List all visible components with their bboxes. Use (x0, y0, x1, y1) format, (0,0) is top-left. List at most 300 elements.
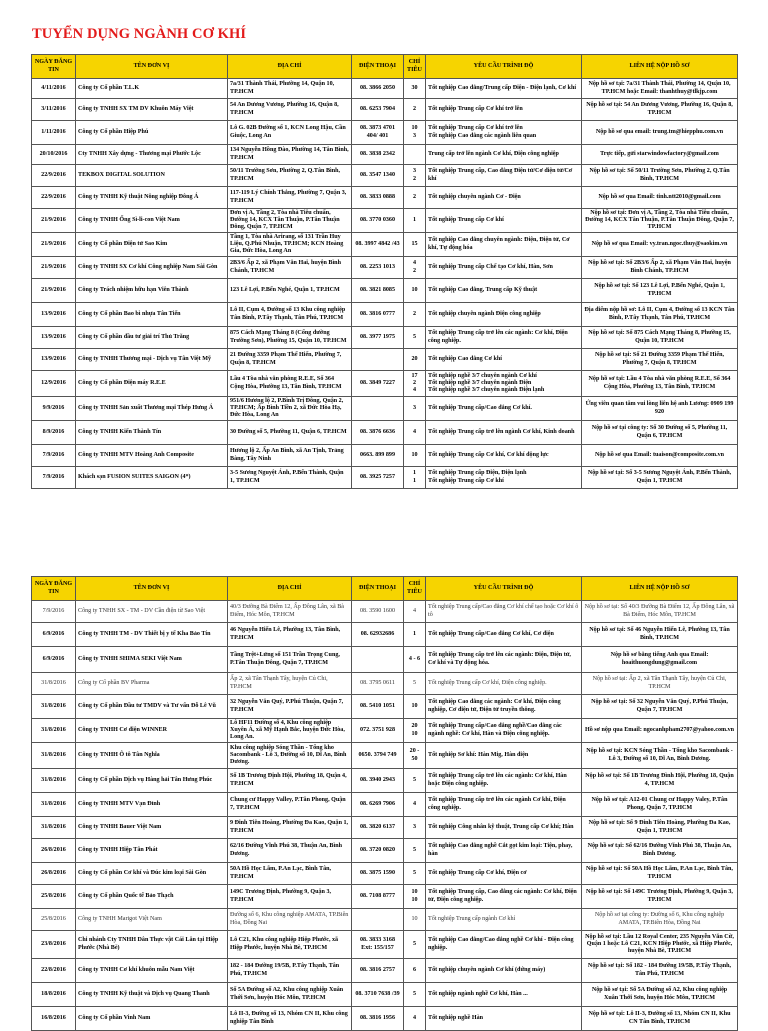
cell-company: Công ty TNHH MTV Hoàng Anh Composite (76, 445, 228, 467)
cell-phone: 072. 3751 928 (352, 719, 404, 743)
table-row (32, 121, 738, 145)
cell-quota: 4 (404, 793, 426, 817)
cell-address: 3-5 Sương Nguyệt Ánh, P.Bến Thành, Quận 1, TP.HCM (228, 467, 352, 489)
header-quota: CHỈ TIÊU (404, 577, 426, 601)
cell-requirement: Tốt nghiệp Cao đẳng/Cao đẳng nghề Cơ khí - Điện công nghiệp. (426, 931, 582, 959)
table-body-2 (32, 601, 738, 1031)
cell-company: Công ty TNHH Kỹ thuật Nông nghiệp Đông Á (76, 187, 228, 209)
cell-phone (352, 397, 404, 421)
cell-company: Công ty TNHH Cơ khí khuôn mẫu Nam Việt (76, 959, 228, 983)
cell-quota: 10 3 (404, 121, 426, 145)
cell-address: Lô II-3, Đường số 13, Nhóm CN II, Khu công nghiệp Tân Bình (228, 1007, 352, 1031)
cell-date: 31/8/2016 (32, 769, 76, 793)
table-row (32, 695, 738, 719)
cell-company: Khách sạn FUSION SUITES SAIGON (4*) (76, 467, 228, 489)
cell-date: 12/9/2016 (32, 371, 76, 397)
cell-date: 22/9/2016 (32, 187, 76, 209)
cell-date: 8/9/2016 (32, 421, 76, 445)
cell-company: Công ty Cổ phần Cơ khí và Đúc kim loại Sài Gòn (76, 863, 228, 885)
cell-company: Công ty Cổ phần Bao bì nhựa Tân Tiến (76, 303, 228, 327)
cell-requirement: Tốt nghiệp Trung cấp trở lên các ngành: Cơ khí, Hàn hoặc Điện công nghiệp. (426, 769, 582, 793)
table-row (32, 983, 738, 1007)
cell-address: 7a/31 Thành Thái, Phường 14, Quận 10, TP.HCM (228, 79, 352, 99)
cell-company: Công ty TNHH Marigot Việt Nam (76, 909, 228, 931)
cell-phone: 08. 3720 0820 (352, 839, 404, 863)
cell-company: Công ty TNHH Sản xuất Thương mại Thép Hưng Á (76, 397, 228, 421)
cell-address: 951/6 Hương lộ 2, P.Bình Trị Đông, Quận 2, TP.HCM; Ấp Bình Tiền 2, xã Đức Hòa Hạ, Đức Hòa, Long An (228, 397, 352, 421)
cell-quota: 1 1 (404, 467, 426, 489)
table-row (32, 623, 738, 647)
table-row (32, 79, 738, 99)
cell-phone: 0663. 899 899 (352, 445, 404, 467)
cell-contact: Nộp hồ sơ tại: Số 182 - 184 Đường 19/5B, P.Tây Thạnh, Tân Phú, TP.HCM (582, 959, 738, 983)
cell-requirement: Tốt nghiệp Trung cấp/Cao đẳng Cơ khí. (426, 397, 582, 421)
cell-date: 31/8/2016 (32, 793, 76, 817)
cell-quota: 4 - 6 (404, 647, 426, 673)
cell-quota: 15 (404, 233, 426, 257)
cell-address: Lô G. 02B Đường số 1, KCN Long Hậu, Cần Giuộc, Long An (228, 121, 352, 145)
table-row (32, 885, 738, 909)
table-row (32, 397, 738, 421)
cell-phone: 08. 6253 7904 (352, 99, 404, 121)
cell-quota: 4 (404, 421, 426, 445)
cell-date: 26/8/2016 (32, 839, 76, 863)
cell-quota: 30 (404, 79, 426, 99)
cell-address: 149C Trương Định, Phường 9, Quận 3, TP.HCM (228, 885, 352, 909)
cell-address: Lô II, Cụm 4, Đường số 13 Khu công nghiệp Tân Bình, P.Tây Thạnh, Tân Phú, TP.HCM (228, 303, 352, 327)
cell-contact: Nộp hồ sơ tại: Số 9 Đinh Tiên Hoàng, Phường Đa Kao, Quận 1, TP.HCM (582, 817, 738, 839)
cell-quota: 10 (404, 279, 426, 303)
cell-address: Số 1B Trương Định Hội, Phường 18, Quận 4, TP.HCM (228, 769, 352, 793)
cell-date: 26/8/2016 (32, 863, 76, 885)
cell-quota: 1 (404, 623, 426, 647)
cell-phone: 08. 3590 1600 (352, 601, 404, 623)
cell-contact: Nộp hồ sơ tại: Số 3-5 Sương Nguyệt Ánh, P.Bến Thành, Quận 1, TP.HCM (582, 467, 738, 489)
cell-company: Công ty TNHH Kỹ thuật và Dịch vụ Quang Thanh (76, 983, 228, 1007)
cell-address: 2B3/6 Ấp 2, xã Phạm Văn Hai, huyện Bình Chánh, TP.HCM (228, 257, 352, 279)
cell-date: 22/9/2016 (32, 165, 76, 187)
table-row (32, 99, 738, 121)
cell-phone: 08. 3547 1340 (352, 165, 404, 187)
cell-requirement: Tốt nghiệp nghề 3/7 chuyên ngành Cơ khí Tốt nghiệp nghề 3/7 chuyên ngành Điện Tốt nghiệp nghề 3/7 chuyên ngành Điện lạnh (426, 371, 582, 397)
cell-company: Công ty TNHH Cơ điện WINNER (76, 719, 228, 743)
table-header-row (32, 577, 738, 601)
cell-phone: 08. 3816 1956 (352, 1007, 404, 1031)
cell-requirement: Trung cấp trở lên ngành Cơ khí, Điện công nghiệp (426, 145, 582, 165)
header-company: TÊN ĐƠN VỊ (76, 55, 228, 79)
table-row (32, 959, 738, 983)
cell-requirement: Tốt nghiệp Công nhân kỹ thuật, Trung cấp Cơ khí; Hàn (426, 817, 582, 839)
cell-date: 21/9/2016 (32, 279, 76, 303)
cell-requirement: Tốt nghiệp Cao đẳng, Trung cấp Kỹ thuật (426, 279, 582, 303)
cell-address: 62/16 Đường Vĩnh Phú 38, Thuận An, Bình Dương. (228, 839, 352, 863)
cell-phone: 08. 3833 3168 Ext: 155/157 (352, 931, 404, 959)
cell-address: 875 Cách Mạng Tháng 8 (Cổng đường Trường Sơn), Phường 15, Quận 10, TP.HCM (228, 327, 352, 349)
table-row (32, 769, 738, 793)
cell-phone: 08. 3849 7227 (352, 371, 404, 397)
cell-requirement: Tốt nghiệp Trung cấp Cơ khí, Điện cơ (426, 863, 582, 885)
page-title: TUYỂN DỤNG NGÀNH CƠ KHÍ (32, 26, 247, 42)
cell-contact: Nộp hồ sơ tại: 54 An Dương Vương, Phường 16, Quận 8, TP.HCM (582, 99, 738, 121)
table-row (32, 187, 738, 209)
recruitment-table-2 (31, 576, 738, 1031)
table-header-row (32, 55, 738, 79)
table-row (32, 165, 738, 187)
cell-contact: Nộp hồ sơ tại công ty: Đường số 6, Khu công nghiệp AMATA, TP.Biên Hòa, Đồng Nai (582, 909, 738, 931)
cell-date: 6/9/2016 (32, 623, 76, 647)
header-address: ĐỊA CHỈ (228, 55, 352, 79)
cell-date: 20/10/2016 (32, 145, 76, 165)
cell-quota: 6 (404, 959, 426, 983)
cell-contact: Nộp hồ sơ tại: Số 1B Trương Đình Hội, Phường 18, Quận 4, TP.HCM (582, 769, 738, 793)
cell-contact: Nộp hồ sơ tại: A12-01 Chung cư Happy Valey, P.Tân Phong, Quận 7, TP.HCM (582, 793, 738, 817)
cell-contact: Nộp hồ sơ tại: Lầu 12 Royal Center, 235 Nguyễn Văn Cừ, Quận 1 hoặc Lô C21, KCN Hiệp Phước, xã Hiệp Phước, huyện Nhà Bè, TP.HCM (582, 931, 738, 959)
cell-phone: 08. 3866 2050 (352, 79, 404, 99)
cell-quota: 5 (404, 839, 426, 863)
cell-company: Công ty Cổ phần Vinh Nam (76, 1007, 228, 1031)
table-row (32, 931, 738, 959)
cell-address: 54 An Dương Vương, Phường 16, Quận 8, TP.HCM (228, 99, 352, 121)
cell-phone: 08. 3977 1975 (352, 327, 404, 349)
cell-date: 13/9/2016 (32, 303, 76, 327)
cell-company: Công ty TNHH Bauer Việt Nam (76, 817, 228, 839)
cell-company: Công ty TNHH SX TM DV Khuôn Máy Việt (76, 99, 228, 121)
cell-quota: 5 (404, 863, 426, 885)
cell-requirement: Tốt nghiệp Cao đẳng/Trung cấp Điện - Điện lạnh, Cơ khí (426, 79, 582, 99)
table-row (32, 817, 738, 839)
table-row (32, 793, 738, 817)
cell-address: 30 Đường số 5, Phường 11, Quận 6, TP.HCM (228, 421, 352, 445)
cell-company: Công ty Cổ phần Điện tử Sao Kim (76, 233, 228, 257)
cell-phone: 08. 3925 7257 (352, 467, 404, 489)
cell-phone: 08. 3997 4842 /43 (352, 233, 404, 257)
cell-contact: Nộp hồ sơ tại: Lô II-3, Đường số 13, Nhóm CN II, Khu CN Tân Bình, TP.HCM (582, 1007, 738, 1031)
cell-contact: Nộp hồ sơ tại: Số 50/11 Trường Sơn, Phường 2, Q.Tân Bình, TP.HCM (582, 165, 738, 187)
cell-phone: 08. 3838 2342 (352, 145, 404, 165)
cell-company: Công ty Cổ phần Hiệp Phú (76, 121, 228, 145)
cell-address: 50A Hồ Học Lãm, P.An Lạc, Bình Tân, TP.HCM (228, 863, 352, 885)
cell-phone: 0650. 3794 749 (352, 743, 404, 769)
cell-quota: 10 (404, 445, 426, 467)
cell-company: Công ty Cổ phần Quốc tế Bảo Thạch (76, 885, 228, 909)
cell-company: Công ty Trách nhiệm hữu hạn Viên Thành (76, 279, 228, 303)
cell-address: 117-119 Lý Chính Thắng, Phường 7, Quận 3, TP.HCM (228, 187, 352, 209)
table-row (32, 233, 738, 257)
cell-quota (404, 145, 426, 165)
cell-company: Công ty TNHH Ống Sì-li-con Việt Nam (76, 209, 228, 233)
cell-date: 22/8/2016 (32, 959, 76, 983)
cell-date: 3/11/2016 (32, 99, 76, 121)
cell-contact: Nộp hồ sơ tại: Số 149C Trương Định, Phường 9, Quận 3, TP.HCM (582, 885, 738, 909)
cell-quota: 5 (404, 931, 426, 959)
cell-date: 6/9/2016 (32, 647, 76, 673)
cell-company: Công ty TNHH MTV Vạn Đỉnh (76, 793, 228, 817)
cell-phone: 08. 3710 7638 /39 (352, 983, 404, 1007)
table-row (32, 719, 738, 743)
cell-contact: Nộp hồ sơ qua email: trung.tm@hiepphu.com.vn (582, 121, 738, 145)
table-row (32, 371, 738, 397)
cell-requirement: Tốt nghiệp Trung cấp Cơ khí trở lên (426, 99, 582, 121)
cell-quota: 5 (404, 673, 426, 695)
cell-requirement: Tốt nghiệp nghề Hàn (426, 1007, 582, 1031)
cell-phone: 08. 3820 6137 (352, 817, 404, 839)
cell-contact: Nộp hồ sơ tại: Số 50A Hồ Học Lãm, P.An Lạc, Bình Tân, TP.HCM (582, 863, 738, 885)
cell-quota: 4 (404, 1007, 426, 1031)
cell-date: 7/9/2016 (32, 445, 76, 467)
cell-phone (352, 349, 404, 371)
cell-requirement: Tốt nghiệp Trung cấp Cơ khí trở lên Tốt nghiệp Cao đẳng các ngành liên quan (426, 121, 582, 145)
cell-address: Số 5A Đường số A2, Khu công nghiệp Xuân Thới Sơn, huyện Hóc Môn, TP.HCM (228, 983, 352, 1007)
cell-phone (352, 647, 404, 673)
header-phone: ĐIỆN THOẠI (352, 577, 404, 601)
cell-phone: 08. 3873 4701 404/ 401 (352, 121, 404, 145)
cell-contact: Nộp hồ sơ tại: Số 40/3 Đường Bà Điểm 12, Ấp Đông Lân, xã Bà Điểm, Hóc Môn, TP.HCM (582, 601, 738, 623)
cell-company: Công ty Cổ phần đầu tư giải trí Thủ Trăng (76, 327, 228, 349)
cell-quota: 17 2 4 (404, 371, 426, 397)
header-requirement: YÊU CẦU TRÌNH ĐỘ (426, 55, 582, 79)
cell-quota: 2 (404, 99, 426, 121)
cell-date: 21/9/2016 (32, 209, 76, 233)
cell-contact: Nộp hồ sơ tại: Số 46 Nguyễn Hiến Lê, Phường 13, Tân Bình, TP.HCM (582, 623, 738, 647)
cell-company: Công ty TNHH SHIMA SEKI Việt Nam (76, 647, 228, 673)
cell-requirement: Tốt nghiệp ngành nghề Cơ khí, Hàn ... (426, 983, 582, 1007)
cell-phone: 08. 3821 8085 (352, 279, 404, 303)
cell-contact: Nộp hồ sơ tại: KCN Sóng Thần - Tổng kho Sacombank - Lô 3, Đường số 10, Dĩ An, Bình Dương. (582, 743, 738, 769)
cell-phone: 08. 3940 2943 (352, 769, 404, 793)
cell-quota: 5 (404, 769, 426, 793)
cell-contact: Nộp hồ sơ tại: Số 32 Nguyễn Văn Quý, P.Phú Thuận, Quận 7, TP.HCM (582, 695, 738, 719)
cell-date: 31/8/2016 (32, 719, 76, 743)
table-row (32, 863, 738, 885)
cell-contact: Nộp hồ sơ tại công ty: Số 30 Đường số 5, Phường 11, Quận 6, TP.HCM (582, 421, 738, 445)
cell-phone: 08. 3833 0888 (352, 187, 404, 209)
cell-address: 123 Lê Lợi, P.Bến Nghé, Quận 1, TP.HCM (228, 279, 352, 303)
cell-phone: 08. 3876 6636 (352, 421, 404, 445)
cell-phone: 08. 3875 1590 (352, 863, 404, 885)
table-row (32, 839, 738, 863)
cell-company: Công ty TNHH Thương mại - Dịch vụ Tân Việt Mỹ (76, 349, 228, 371)
header-phone: ĐIỆN THOẠI (352, 55, 404, 79)
cell-contact: Nộp hồ sơ qua Email: tuaison@composite.com.vn (582, 445, 738, 467)
cell-requirement: Tốt nghiệp Cao đẳng nghề Cắt gọt kim loại: Tiện, phay, hàn (426, 839, 582, 863)
cell-quota: 4 (404, 601, 426, 623)
cell-requirement: Tốt nghiệp chuyên ngành Điện công nghiệp (426, 303, 582, 327)
cell-company: Công ty Cổ phần T.L.K (76, 79, 228, 99)
cell-company: Công ty Cổ phần Điện máy R.E.E (76, 371, 228, 397)
cell-contact: Nộp hồ sơ tại: 7a/31 Thành Thái, Phường 14, Quận 10, TP.HCM hoặc Email: thanhthuy@tlkjp.com (582, 79, 738, 99)
cell-date: 23/8/2016 (32, 931, 76, 959)
cell-quota: 2 (404, 303, 426, 327)
recruitment-table-1 (31, 54, 738, 489)
cell-phone: 08. 2253 1013 (352, 257, 404, 279)
table-body-1 (32, 79, 738, 489)
cell-date: 25/8/2016 (32, 909, 76, 931)
table-row (32, 1007, 738, 1031)
cell-company: Cty TNHH Xây dựng - Thương mại Phước Lộc (76, 145, 228, 165)
table-row (32, 647, 738, 673)
cell-quota: 10 10 (404, 885, 426, 909)
cell-date: 9/9/2016 (32, 397, 76, 421)
cell-contact: Nộp hồ sơ tại: Số 5A Đường số A2, Khu công nghiệp Xuân Thới Sơn, huyện Hóc Môn, TP.HCM (582, 983, 738, 1007)
header-requirement: YÊU CẦU TRÌNH ĐỘ (426, 577, 582, 601)
cell-requirement: Tốt nghiệp Trung cấp ngành Cơ khí (426, 909, 582, 931)
cell-address: Lầu 4 Tòa nhà văn phòng R.E.E, Số 364 Cộng Hòa, Phường 13, Tân Bình, TP.HCM (228, 371, 352, 397)
cell-quota: 1 (404, 209, 426, 233)
cell-date: 31/8/2016 (32, 695, 76, 719)
cell-contact: Hồ sơ nộp qua Email: ngocanhpham2707@yahoo.com.vn (582, 719, 738, 743)
cell-quota: 20 - 50 (404, 743, 426, 769)
cell-address: 32 Nguyễn Văn Quý, P.Phú Thuận, Quận 7, TP.HCM (228, 695, 352, 719)
cell-date: 21/9/2016 (32, 233, 76, 257)
cell-contact: Nộp hồ sơ tại: Số 123 Lê Lợi, P.Bến Nghé, Quận 1, TP.HCM (582, 279, 738, 303)
cell-requirement: Tốt nghiệp Trung cấp Cơ khí, Điện công nghiệp. (426, 673, 582, 695)
table-row (32, 209, 738, 233)
cell-requirement: Tốt nghiệp Trung cấp/Cao đẳng nghề/Cao đẳng các ngành nghề: Cơ khí, Hàn và Điện công nghiệp. (426, 719, 582, 743)
cell-phone: 08. 3795 0611 (352, 673, 404, 695)
cell-address: Ấp 2, xã Tân Thạnh Tây, huyện Củ Chi, TP.HCM (228, 673, 352, 695)
cell-address: 40/3 Đường Bà Điểm 12, Ấp Đông Lân, xã Bà Điểm, Hóc Môn, TP.HCM (228, 601, 352, 623)
header-company: TÊN ĐƠN VỊ (76, 577, 228, 601)
cell-date: 13/9/2016 (32, 349, 76, 371)
cell-contact: Nộp hồ sơ tại: Lầu 4 Tòa nhà văn phòng R.E.E, Số 364 Cộng Hòa, Phường 13, Tân Bình, TP.HCM (582, 371, 738, 397)
cell-address: Chung cư Happy Valley, P.Tân Phong, Quận 7, TP.HCM (228, 793, 352, 817)
cell-requirement: Tốt nghiệp Trung cấp Cơ khí, Cơ khí động lực (426, 445, 582, 467)
cell-date: 16/8/2016 (32, 1007, 76, 1031)
cell-quota: 20 10 (404, 719, 426, 743)
table-row (32, 349, 738, 371)
header-date: NGÀY ĐĂNG TIN (32, 577, 76, 601)
cell-company: TEKBOX DIGITAL SOLUTION (76, 165, 228, 187)
table-row (32, 279, 738, 303)
header-date: NGÀY ĐĂNG TIN (32, 55, 76, 79)
cell-date: 31/8/2016 (32, 743, 76, 769)
cell-contact: Nộp hồ sơ qua Email: tinh.ntt2010@gmail.com (582, 187, 738, 209)
cell-requirement: Tốt nghiệp Cao đẳng Cơ khí (426, 349, 582, 371)
cell-company: Công ty TNHH Kiến Thành Tín (76, 421, 228, 445)
cell-address: 134 Nguyễn Hồng Đào, Phường 14, Tân Bình, TP.HCM (228, 145, 352, 165)
cell-phone: 08. 3770 0360 (352, 209, 404, 233)
cell-phone (352, 909, 404, 931)
cell-quota: 3 (404, 397, 426, 421)
cell-phone: 08. 5410 1051 (352, 695, 404, 719)
cell-quota: 3 (404, 817, 426, 839)
cell-address: 9 Đinh Tiên Hoàng, Phường Đa Kao, Quận 1, TP.HCM (228, 817, 352, 839)
cell-contact: Nộp hồ sơ tại: Đơn vị A, Tầng 2, Tòa nhà Tiêu chuẩn, Đường 14, KCX Tân Thuận, P.Tân Thuận Đông, Quận 7, TP.HCM (582, 209, 738, 233)
table-row (32, 743, 738, 769)
cell-date: 4/11/2016 (32, 79, 76, 99)
cell-phone: 08. 6269 7906 (352, 793, 404, 817)
cell-address: 46 Nguyễn Hiến Lê, Phường 13, Tân Bình, TP.HCM (228, 623, 352, 647)
cell-requirement: Tốt nghiệp Trung cấp, Cao đẳng Điện tử/Cơ điện tử/Cơ khí (426, 165, 582, 187)
cell-company: Công ty TNHH Hiệp Tân Phát (76, 839, 228, 863)
cell-requirement: Tốt nghiệp Cao đẳng các ngành: Cơ khí, Điện công nghiệp, Cơ điện tử, Điện tử truyền thông. (426, 695, 582, 719)
cell-contact: Nộp hồ sơ qua Email: vy.tran.ngoc.thuy@saokim.vn (582, 233, 738, 257)
header-contact: LIÊN HỆ NỘP HỒ SƠ (582, 577, 738, 601)
cell-company: Công ty TNHH SX Cơ khí Công nghiệp Nam Sài Gòn (76, 257, 228, 279)
table-row (32, 145, 738, 165)
cell-company: Công ty Cổ phần Đầu tư TMDV và Tư vấn Đỗ Lê Vũ (76, 695, 228, 719)
cell-quota: 20 (404, 349, 426, 371)
cell-quota: 10 (404, 909, 426, 931)
cell-contact: Nộp hồ sơ tại: Số 62/16 Đường Vĩnh Phú 38, Thuận An, Bình Dương. (582, 839, 738, 863)
table-row (32, 327, 738, 349)
cell-phone: 08. 3816 0777 (352, 303, 404, 327)
cell-quota: 4 2 (404, 257, 426, 279)
cell-phone: 08. 7108 8777 (352, 885, 404, 909)
header-address: ĐỊA CHỈ (228, 577, 352, 601)
table-row (32, 303, 738, 327)
cell-date: 18/8/2016 (32, 983, 76, 1007)
table-row (32, 601, 738, 623)
cell-contact: Nộp hồ sơ tại: Ấp 2, xã Tân Thạnh Tây, huyện Củ Chi, TP.HCM (582, 673, 738, 695)
cell-address: Đường số 6, Khu công nghiệp AMATA, TP.Biên Hòa, Đồng Nai (228, 909, 352, 931)
cell-date: 25/8/2016 (32, 885, 76, 909)
cell-company: Công ty Cổ phần Dịch vụ Hàng hải Tân Hưng Phúc (76, 769, 228, 793)
cell-contact: Nộp hồ sơ tại: Số 21 Đường 3359 Phạm Thế Hiển, Phường 7, Quận 8, TP.HCM (582, 349, 738, 371)
cell-date: 31/8/2016 (32, 817, 76, 839)
cell-requirement: Tốt nghiệp Trung cấp trở lên các ngành Cơ khí, Điện công nghiệp. (426, 793, 582, 817)
cell-requirement: Tốt nghiệp Trung cấp Điện, Điện lạnh Tốt nghiệp Trung cấp Cơ khí (426, 467, 582, 489)
header-quota: CHỈ TIÊU (404, 55, 426, 79)
cell-address: 50/11 Trường Sơn, Phường 2, Q.Tân Bình, TP.HCM (228, 165, 352, 187)
cell-requirement: Tốt nghiệp Trung cấp, Cao đẳng các ngành: Cơ khí, Điện tử, Điện công nghiệp. (426, 885, 582, 909)
cell-address: Tầng 1, Tòa nhà Arirang, số 131 Trần Huy Liệu, Q.Phú Nhuận, TP.HCM; KCN Hoàng Gia, Đức Hòa, Long An (228, 233, 352, 257)
cell-requirement: Tốt nghiệp chuyên ngành Cơ - Điện (426, 187, 582, 209)
cell-phone: 08. 62932686 (352, 623, 404, 647)
cell-requirement: Tốt nghiệp Trung cấp Chế tạo Cơ khí, Hàn, Sơn (426, 257, 582, 279)
table-row (32, 673, 738, 695)
cell-address: Đơn vị A, Tầng 2, Tòa nhà Tiêu chuẩn, Đường 14, KCX Tân Thuận, P.Tân Thuận Đông, Quận 7, TP.HCM (228, 209, 352, 233)
header-contact: LIÊN HỆ NỘP HỒ SƠ (582, 55, 738, 79)
cell-contact: Địa điểm nộp hồ sơ: Lô II, Cụm 4, Đường số 13 KCN Tân Bình, P.Tây Thạnh, Tân Phú, TP.HCM (582, 303, 738, 327)
cell-date: 7/9/2016 (32, 467, 76, 489)
cell-address: Tầng Trệt+Lửng số 151 Trần Trọng Cung, P.Tân Thuận Đông, Quận 7, TP.HCM (228, 647, 352, 673)
cell-company: Công ty TNHH Ô tô Tân Nghĩa (76, 743, 228, 769)
cell-address: Hương lộ 2, Ấp An Bình, xã An Tịnh, Trảng Bàng, Tây Ninh (228, 445, 352, 467)
cell-company: Công ty Cổ phần BV Pharma (76, 673, 228, 695)
cell-quota: 5 (404, 327, 426, 349)
cell-address: Lô C21, Khu công nghiệp Hiệp Phước, xã Hiệp Phước, huyện Nhà Bè, TP.HCM (228, 931, 352, 959)
table-row (32, 445, 738, 467)
cell-requirement: Tốt nghiệp Trung cấp/Cao đẳng Cơ khí, Cơ điện (426, 623, 582, 647)
cell-company: Công ty TNHH TM - DV Thiết bị y tế Kha Bảo Tín (76, 623, 228, 647)
table-row (32, 257, 738, 279)
cell-quota: 10 (404, 695, 426, 719)
table-row (32, 421, 738, 445)
cell-quota: 5 (404, 983, 426, 1007)
cell-requirement: Tốt nghiệp chuyên ngành Cơ khí (đứng máy) (426, 959, 582, 983)
cell-address: 182 - 184 Đường 19/5B, P.Tây Thạnh, Tân Phú, TP.HCM (228, 959, 352, 983)
cell-contact: Nộp hồ sơ tại: Số 2B3/6 Ấp 2, xã Phạm Văn Hai, huyện Bình Chánh, TP.HCM (582, 257, 738, 279)
cell-phone: 08. 3816 2757 (352, 959, 404, 983)
cell-requirement: Tốt nghiệp Trung cấp Cơ khí (426, 209, 582, 233)
cell-address: Khu công nghiệp Sóng Thần - Tổng kho Sacombank - Lô 3, Đường số 10, Dĩ An, Bình Dương. (228, 743, 352, 769)
cell-address: 21 Đường 3359 Phạm Thế Hiển, Phường 7, Quận 8, TP.HCM (228, 349, 352, 371)
cell-requirement: Tốt nghiệp Trung cấp trở lên các ngành: Điện, Điện tử, Cơ khí và Tự động hóa. (426, 647, 582, 673)
cell-contact: Trực tiếp, gửi starwindowfactory@gmail.com (582, 145, 738, 165)
cell-requirement: Tốt nghiệp Trung cấp trở lên các ngành: Cơ khí, Điện công nghiệp. (426, 327, 582, 349)
cell-company: Công ty TNHH SX - TM - DV Cần điện từ Sao Việt (76, 601, 228, 623)
cell-date: 7/9/2016 (32, 601, 76, 623)
cell-company: Chi nhánh Cty TNHH Dân Thực vật Cái Lân tại Hiệp Phước (Nhà Bè) (76, 931, 228, 959)
cell-date: 1/11/2016 (32, 121, 76, 145)
cell-requirement: Tốt nghiệp Trung cấp/Cao đẳng Cơ khí chế tạo hoặc Cơ khí ô tô (426, 601, 582, 623)
cell-date: 13/9/2016 (32, 327, 76, 349)
cell-contact: Nộp hồ sơ tại: Số 875 Cách Mạng Tháng 8, Phường 15, Quận 10, TP.HCM (582, 327, 738, 349)
cell-quota: 2 (404, 187, 426, 209)
cell-requirement: Tốt nghiệp Sơ khí: Hàn Mig, Hàn điện (426, 743, 582, 769)
cell-address: Lô HF11 Đường số 4, Khu công nghiệp Xuyên Á, xã Mỹ Hạnh Bắc, huyện Đức Hòa, Long An. (228, 719, 352, 743)
